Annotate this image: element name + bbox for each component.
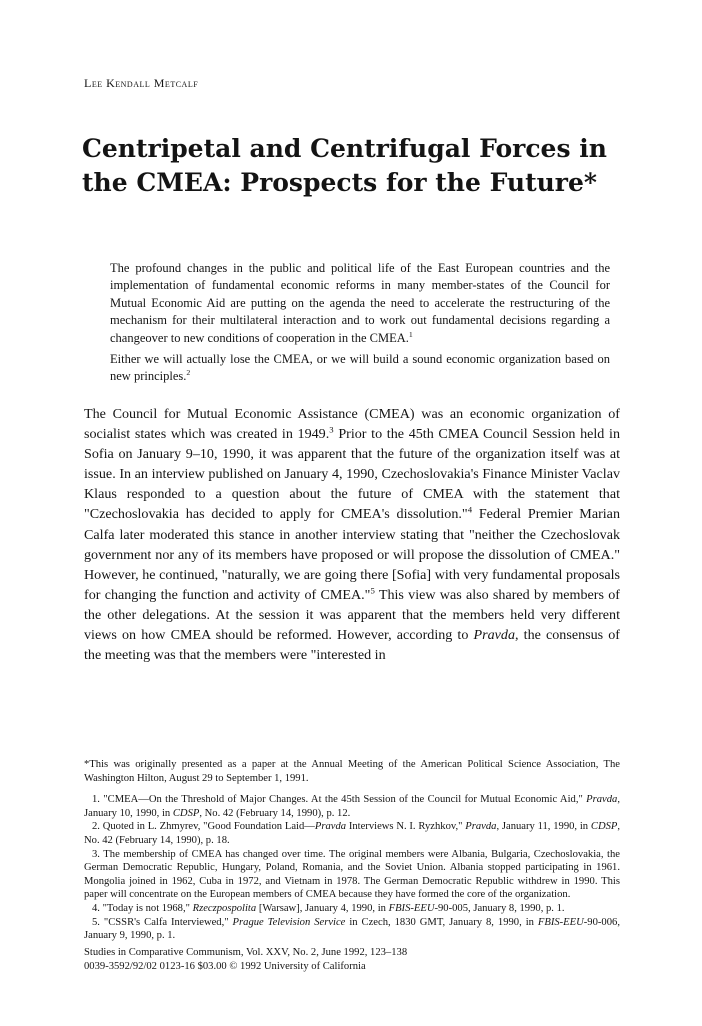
footnote-ref-3: 3	[329, 424, 334, 435]
footnote-4-text-b: [Warsaw], January 4, 1990, in	[256, 902, 389, 914]
footnote-ref-1: 1	[408, 329, 413, 339]
footnote-5-text-b: in Czech, 1830 GMT, January 8, 1990, in	[345, 916, 538, 928]
footnote-2	[84, 820, 620, 847]
footnote-1-text-b: , January 10, 1990, in	[84, 794, 620, 819]
epigraph-paragraph-1	[110, 260, 610, 347]
body-paragraph	[84, 404, 620, 665]
footnote-1-italic-1: Pravda	[586, 794, 618, 806]
footnote-4-italic-2: FBIS-EEU	[388, 902, 435, 914]
body-sentence-3: Federal Premier Marian Calfa later moderated this stance in another interview stating that "neither the Czechoslovak government nor any of its members have proposed or will propose the dissolution of CMEA." However, he continued, "naturally, we are going there [Sofia] with very fundamental proposals for changing the function and activity of CMEA."	[84, 506, 620, 603]
journal-copyright: 0039-3592/92/02 0123-16 $03.00 © 1992 University of California	[84, 961, 366, 973]
footnote-5-italic-2: FBIS-EEU	[537, 916, 584, 928]
footnote-1-text-a: 1. "CMEA—On the Threshold of Major Changes. At the 45th Session of the Council for Mutual Economic Aid,"	[92, 794, 587, 806]
epigraph-paragraph-2	[110, 351, 610, 386]
footnote-5-text-c: -90-006, January 9, 1990, p. 1.	[84, 916, 620, 942]
footnote-2-text-a: 2. Quoted in L. Zhmyrev, "Good Foundation Laid—	[92, 821, 315, 833]
body-sentence-1: The Council for Mutual Economic Assistance (CMEA) was an economic organization of socialist states which was created in 1949.	[84, 406, 620, 443]
epigraph	[110, 260, 610, 386]
footnote-ref-4: 4	[467, 504, 473, 515]
article-title: Centripetal and Centrifugal Forces in the CMEA: Prospects for the Future*	[82, 134, 607, 197]
journal-info	[84, 946, 624, 975]
footnote-2-text-c: , January 11, 1990, in	[496, 821, 591, 833]
footnote-5-italic-1: Prague Television Service	[232, 916, 346, 928]
body-sentence-2: Prior to the 45th CMEA Council Session held in Sofia on January 9–10, 1990, it was apparent that the future of the organization itself was at issue. In an interview published on January 4, 1990, Czechoslovakia's Finance Minister Vaclav Klaus responded to a question about the future of CMEA with the statement that "Czechoslovakia has decided to apply for CMEA's dissolution."	[84, 426, 620, 523]
journal-citation: Studies in Comparative Communism, Vol. XXV, No. 2, June 1992, 123–138	[84, 947, 408, 958]
footnote-4	[84, 902, 620, 916]
footnote-ref-2: 2	[186, 368, 191, 378]
footnote-5-text-a: 5. "CSSR's Calfa Interviewed,"	[92, 916, 233, 928]
body-sentence-5: , the consensus of the meeting was that the members were "interested in	[84, 627, 620, 664]
footnote-5	[84, 916, 620, 943]
footnote-3: 3. The membership of CMEA has changed over time. The original members were Albania, Bulgaria, Czechoslovakia, the German Democratic Republic, Hungary, Poland, Romania, and the Soviet Union. Albania stopped participating in 1961. Mongolia joined in 1962, Cuba in 1972, and Vietnam in 1978. The German Democratic Republic withdrew in 1990. This paper will concentrate on the European members of CMEA because they have formed the core of the organization.	[84, 848, 620, 901]
footnote-ref-5: 5	[370, 585, 375, 596]
footnote-2-text-d: , No. 42 (February 14, 1990), p. 18.	[84, 821, 621, 846]
footnote-1-italic-2: CDSP	[172, 807, 200, 819]
body-sentence-4: This view was also shared by members of the other delegations. At the session it was apparent that the members held very different views on how CMEA should be reformed. However, according to	[84, 586, 620, 644]
epigraph-text-1: The profound changes in the public and political life of the East European countries and the implementation of fundamental economic reforms in many member-states of the Council for Mutual Economic Aid are putting on the agenda the need to accelerate the restructuring of the mechanism for their multilateral interaction and to work out fundamental decisions regarding a changeover to new conditions of cooperation in the CMEA.	[110, 261, 610, 345]
footnote-2-italic-3: CDSP	[590, 821, 618, 833]
footnote-1	[84, 793, 620, 820]
footnote-4-italic-1: Rzeczpospolita	[192, 902, 257, 914]
footnote-star: *This was originally presented as a paper at the Annual Meeting of the American Political Science Association, The Washington Hilton, August 29 to September 1, 1991.	[84, 759, 620, 784]
footnote-1-text-c: , No. 42 (February 14, 1990), p. 12.	[199, 807, 351, 819]
footnote-2-italic-1: Pravda	[314, 821, 347, 833]
footnote-2-text-b: Interviews N. I. Ryzhkov,"	[346, 821, 466, 833]
body-italic-pravda: Pravda	[473, 627, 516, 644]
footnotes	[84, 758, 620, 943]
footnote-4-text-c: -90-005, January 8, 1990, p. 1.	[434, 902, 565, 914]
footnote-4-text-a: 4. "Today is not 1968,"	[92, 902, 193, 914]
author-name: Lee Kendall Metcalf	[84, 76, 199, 90]
footnote-2-italic-2: Pravda	[465, 821, 497, 833]
epigraph-text-2: Either we will actually lose the CMEA, or we will build a sound economic organization based on new principles.	[110, 352, 610, 384]
